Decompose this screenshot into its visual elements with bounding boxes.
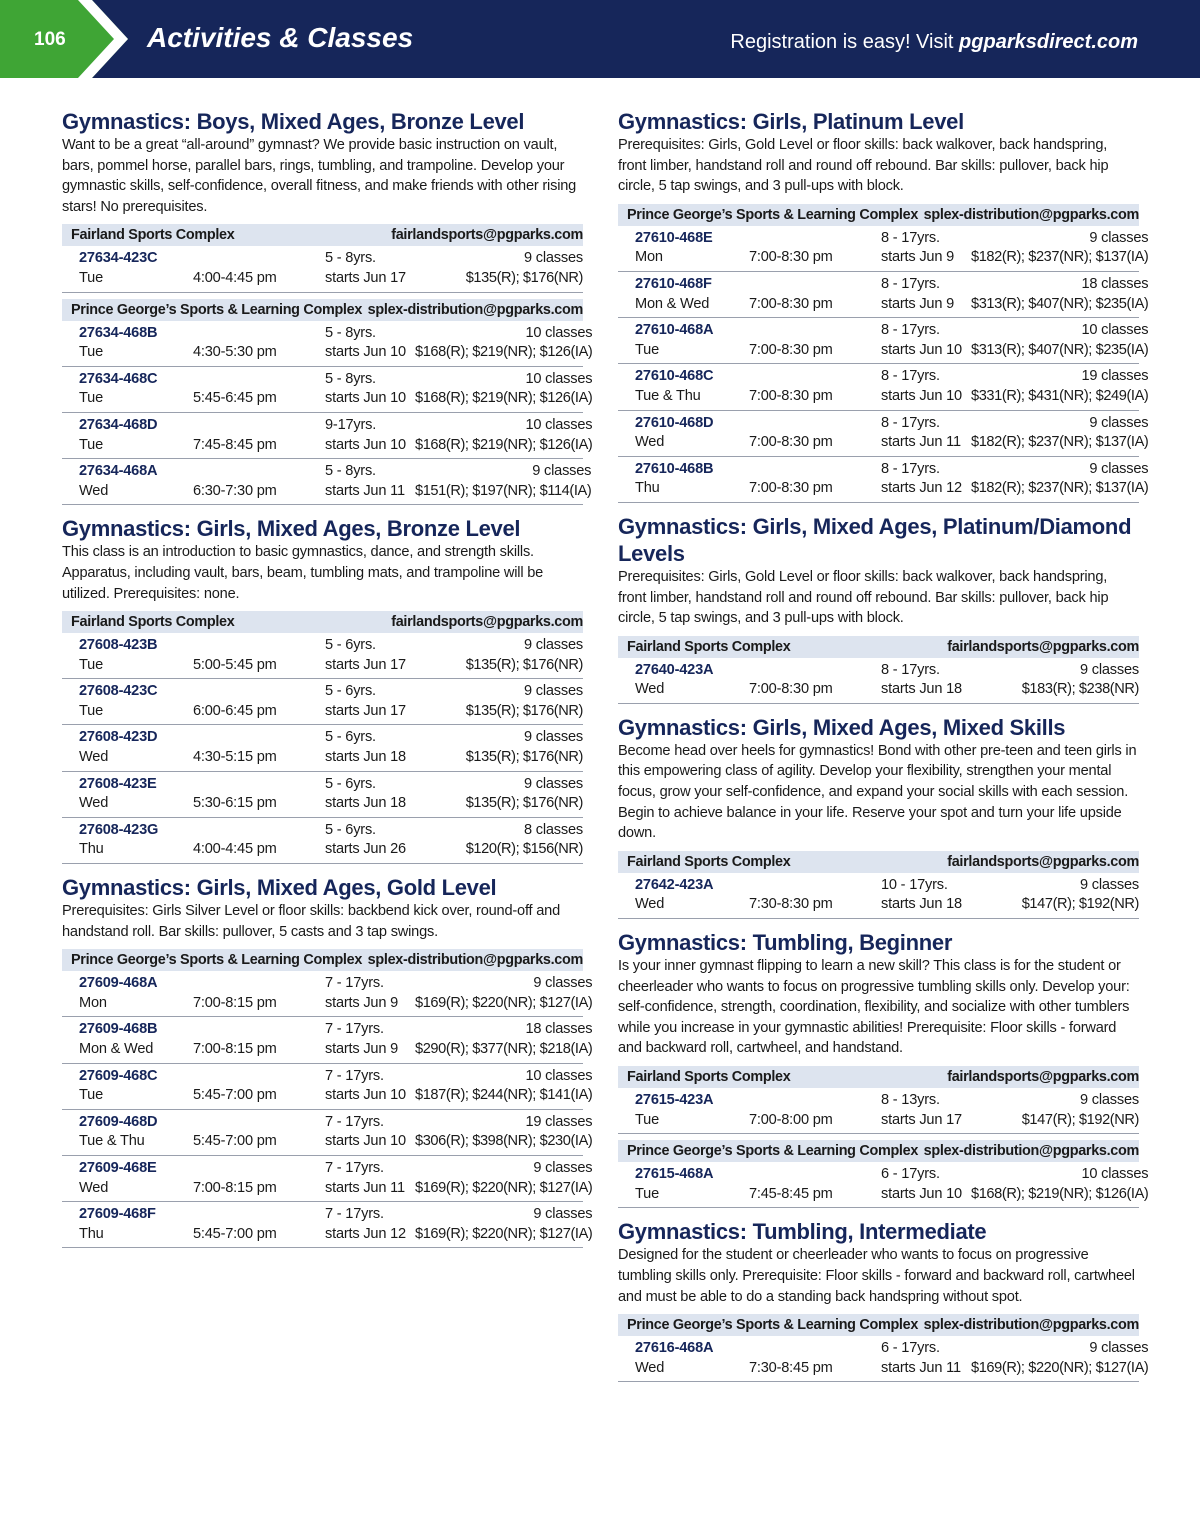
- course-code[interactable]: 27634-468B: [79, 324, 158, 341]
- course-time: 7:00-8:15 pm: [193, 1179, 277, 1196]
- location-name: Prince George’s Sports & Learning Complex: [71, 952, 363, 969]
- location-name: Fairland Sports Complex: [627, 1069, 791, 1085]
- section-description: Prerequisites: Girls, Gold Level or floor skills: back walkover, back handspring, front limber, handstand roll and round off rebound. Bar skills: pullover, back hip circle, 5 tap swings, and 3 pull-ups with block.: [618, 137, 1109, 195]
- class-section: [62, 108, 593, 505]
- course-start: starts Jun 18: [325, 749, 406, 766]
- course-price: $306(R); $398(NR); $230(IA): [415, 1133, 593, 1150]
- course-day: Mon & Wed: [635, 295, 710, 312]
- right-column: [618, 108, 1149, 1392]
- section-description: Want to be a great “all-around” gymnast? We provide basic instruction on vault, bars, pommel horse, parallel bars, rings, tumbling, and trampoline. Develop your gymnastic skills, self-confidence, overall fitness, and make friends with other rising stars! No prerequisites.: [62, 137, 577, 215]
- table-row: [62, 971, 593, 1017]
- course-time: 5:45-7:00 pm: [193, 1133, 277, 1150]
- course-price: $331(R); $431(NR); $249(IA): [971, 387, 1149, 404]
- location-name: Prince George’s Sports & Learning Complex: [627, 206, 919, 223]
- course-day: Wed: [635, 681, 665, 698]
- section-heading: Gymnastics: Tumbling, Beginner: [618, 930, 953, 956]
- course-time: 7:00-8:30 pm: [749, 341, 833, 358]
- course-start: starts Jun 9: [325, 1041, 399, 1057]
- table-row: [62, 459, 592, 505]
- course-code[interactable]: 27610-468A: [635, 322, 714, 339]
- course-time: 5:45-7:00 pm: [193, 1225, 277, 1242]
- registration-text: Registration is easy! Visit pgparksdirect.com: [730, 31, 1138, 53]
- table-row: [62, 818, 583, 864]
- location-block: [62, 299, 593, 506]
- course-day: Thu: [635, 480, 660, 497]
- course-start: starts Jun 12: [881, 480, 962, 497]
- course-code[interactable]: 27609-468A: [79, 975, 158, 992]
- course-day: Wed: [635, 434, 665, 451]
- course-price: $182(R); $237(NR); $137(IA): [971, 480, 1149, 497]
- course-time: 7:00-8:30 pm: [749, 295, 833, 312]
- course-time: 7:30-8:30 pm: [749, 896, 833, 913]
- course-code[interactable]: 27608-423G: [79, 821, 159, 838]
- location-email[interactable]: fairlandsports@pgparks.com: [947, 853, 1139, 870]
- course-time: 4:30-5:30 pm: [193, 344, 277, 361]
- section-description: Designed for the student or cheerleader who wants to focus on progressive tumbling skills only. Prerequisite: Floor skills - forward and backward roll, cartwheel and must be able to do a standing back handspring without spot.: [618, 1247, 1135, 1305]
- course-start: starts Jun 10: [325, 1087, 406, 1104]
- course-classes: 9 classes: [523, 637, 583, 654]
- course-day: Wed: [79, 795, 109, 812]
- course-classes: 9 classes: [532, 463, 592, 480]
- section-description: Become head over heels for gymnastics! Bond with other pre-teen and teen girls in this empowering class of agility. Develop your flexibility, strengthen your mental focus, grow your self-confidence, and expand your social skills with each session. Begin to achieve balance in your life. Reserve your spot and turn your life upside down.: [618, 742, 1137, 842]
- table-row: [618, 658, 1139, 704]
- course-time: 5:45-6:45 pm: [193, 390, 277, 407]
- table-row: [618, 457, 1149, 503]
- course-price: $169(R); $220(NR); $127(IA): [415, 1225, 593, 1242]
- course-day: Tue: [79, 656, 104, 673]
- course-code[interactable]: 27616-468A: [635, 1340, 714, 1357]
- course-time: 4:00-4:45 pm: [193, 841, 277, 858]
- course-classes: 10 classes: [525, 324, 593, 341]
- course-price: $168(R); $219(NR); $126(IA): [415, 436, 593, 453]
- table-row: [62, 633, 583, 679]
- table-row: [62, 413, 593, 459]
- course-price: $135(R); $176(NR): [465, 269, 583, 286]
- location-email[interactable]: splex-distribution@pgparks.com: [923, 1317, 1139, 1334]
- course-classes: 10 classes: [1081, 322, 1149, 339]
- course-code[interactable]: 27609-468E: [79, 1159, 157, 1176]
- table-row: [62, 1156, 593, 1202]
- table-row: [62, 321, 593, 367]
- section-heading: Gymnastics: Girls, Mixed Ages, Mixed Skills: [618, 714, 1066, 740]
- location-block: [618, 1314, 1149, 1382]
- location-email[interactable]: splex-distribution@pgparks.com: [923, 1143, 1139, 1160]
- course-start: starts Jun 11: [881, 1359, 961, 1376]
- course-price: $169(R); $220(NR); $127(IA): [971, 1359, 1149, 1376]
- location-block: [618, 1140, 1149, 1208]
- course-start: starts Jun 9: [325, 994, 399, 1011]
- course-code[interactable]: 27634-423C: [79, 250, 158, 267]
- section-heading: Gymnastics: Girls, Mixed Ages, Gold Level: [62, 875, 497, 901]
- course-price: $313(R); $407(NR); $235(IA): [971, 341, 1149, 358]
- course-classes: 9 classes: [523, 683, 583, 700]
- course-time: 5:30-6:15 pm: [193, 795, 277, 812]
- course-price: $168(R); $219(NR); $126(IA): [415, 390, 593, 407]
- course-start: starts Jun 10: [325, 1133, 406, 1150]
- course-classes: 18 classes: [1081, 275, 1149, 292]
- course-age: 8 - 17yrs.: [881, 322, 940, 339]
- course-classes: 9 classes: [533, 975, 593, 992]
- section-description: Is your inner gymnast flipping to learn a new skill? This class is for the student or cheerleader who wants to focus on progressive tumbling skills only. Develop your: self-confidence, strength, coordination, flexibility, and socialize with other tumblers while you increase in your gymnastic abilities! Prerequisite: Floor skills - forward and backward roll, cartwheel, and handstand.: [618, 958, 1130, 1057]
- course-price: $182(R); $237(NR); $137(IA): [971, 249, 1149, 266]
- course-price: $168(R); $219(NR); $126(IA): [415, 344, 593, 361]
- course-start: starts Jun 9: [881, 249, 955, 266]
- location-block: [62, 224, 583, 292]
- table-row: [618, 226, 1149, 272]
- course-start: starts Jun 11: [881, 434, 961, 451]
- course-time: 5:45-7:00 pm: [193, 1087, 277, 1104]
- course-code[interactable]: 27608-423C: [79, 683, 158, 700]
- course-day: Mon: [635, 249, 663, 266]
- course-classes: 9 classes: [1079, 661, 1139, 678]
- course-code[interactable]: 27609-468B: [79, 1021, 158, 1038]
- course-code[interactable]: 27609-468F: [79, 1206, 156, 1223]
- location-bar: [618, 1140, 1139, 1162]
- course-time: 6:00-6:45 pm: [193, 702, 277, 719]
- section-heading: Gymnastics: Tumbling, Intermediate: [618, 1219, 987, 1245]
- course-time: 7:00-8:30 pm: [749, 387, 833, 404]
- course-time: 4:30-5:15 pm: [193, 749, 277, 766]
- location-block: [62, 949, 593, 1248]
- course-day: Wed: [635, 1359, 665, 1376]
- course-classes: 18 classes: [525, 1021, 593, 1038]
- course-start: starts Jun 10: [325, 390, 406, 407]
- course-price: $290(R); $377(NR); $218(IA): [415, 1041, 593, 1057]
- course-age: 6 - 17yrs.: [881, 1340, 940, 1357]
- course-age: 5 - 6yrs.: [325, 683, 376, 700]
- course-day: Mon: [79, 994, 107, 1011]
- course-code[interactable]: 27610-468F: [635, 275, 712, 292]
- location-block: [62, 611, 583, 864]
- course-time: 7:00-8:15 pm: [193, 994, 277, 1011]
- course-start: starts Jun 18: [881, 896, 962, 913]
- course-price: $169(R); $220(NR); $127(IA): [415, 1179, 593, 1196]
- course-time: 7:45-8:45 pm: [749, 1185, 833, 1202]
- course-code[interactable]: 27634-468D: [79, 416, 158, 433]
- table-row: [62, 679, 583, 725]
- course-classes: 9 classes: [1089, 414, 1149, 431]
- course-price: $135(R); $176(NR): [465, 749, 583, 766]
- course-day: Tue: [79, 344, 104, 361]
- course-code[interactable]: 27610-468C: [635, 368, 714, 385]
- course-price: $313(R); $407(NR); $235(IA): [971, 295, 1149, 312]
- course-code[interactable]: 27610-468E: [635, 229, 713, 246]
- course-age: 9-17yrs.: [325, 416, 377, 433]
- table-row: [62, 1110, 593, 1156]
- table-row: [618, 1162, 1149, 1208]
- course-start: starts Jun 10: [325, 344, 406, 361]
- table-row: [62, 1202, 593, 1248]
- course-price: $147(R); $192(NR): [1021, 1111, 1139, 1128]
- course-start: starts Jun 11: [325, 482, 405, 499]
- location-bar: [618, 1066, 1139, 1088]
- course-age: 8 - 17yrs.: [881, 414, 940, 431]
- course-classes: 19 classes: [525, 1113, 593, 1130]
- course-age: 8 - 17yrs.: [881, 661, 940, 678]
- course-time: 7:00-8:15 pm: [193, 1041, 277, 1057]
- table-row: [618, 364, 1149, 410]
- table-row: [62, 1017, 593, 1063]
- course-classes: 10 classes: [525, 416, 593, 433]
- location-email[interactable]: fairlandsports@pgparks.com: [947, 1069, 1139, 1085]
- location-name: Prince George’s Sports & Learning Complex: [627, 1317, 919, 1334]
- course-classes: 9 classes: [523, 729, 583, 746]
- course-price: $135(R); $176(NR): [465, 702, 583, 719]
- course-time: 7:00-8:00 pm: [749, 1111, 833, 1128]
- course-age: 7 - 17yrs.: [325, 1159, 384, 1176]
- section-heading: Gymnastics: Girls, Mixed Ages, Platinum/Diamond Levels: [618, 513, 1132, 566]
- course-age: 5 - 6yrs.: [325, 637, 376, 654]
- location-block: [618, 851, 1139, 919]
- course-day: Wed: [635, 896, 665, 913]
- location-bar: [62, 224, 583, 246]
- location-block: [618, 1066, 1139, 1134]
- section-heading: Gymnastics: Girls, Mixed Ages, Bronze Level: [62, 516, 521, 542]
- course-price: $183(R); $238(NR): [1021, 681, 1139, 698]
- course-classes: 9 classes: [533, 1159, 593, 1176]
- course-code[interactable]: 27615-423A: [635, 1092, 714, 1108]
- course-day: Tue: [79, 702, 104, 719]
- course-age: 8 - 17yrs.: [881, 229, 940, 246]
- course-time: 5:00-5:45 pm: [193, 656, 277, 673]
- course-start: starts Jun 17: [881, 1111, 962, 1128]
- location-block: [618, 204, 1149, 503]
- course-classes: 9 classes: [523, 775, 583, 792]
- course-age: 8 - 17yrs.: [881, 368, 940, 385]
- table-row: [62, 772, 583, 818]
- course-time: 7:30-8:45 pm: [749, 1359, 833, 1376]
- course-age: 5 - 8yrs.: [325, 250, 376, 267]
- course-day: Tue: [635, 341, 660, 358]
- course-age: 8 - 13yrs.: [881, 1092, 940, 1108]
- page-number: 106: [34, 29, 66, 50]
- location-name: Fairland Sports Complex: [627, 853, 791, 870]
- course-time: 7:00-8:30 pm: [749, 249, 833, 266]
- course-classes: 9 classes: [523, 250, 583, 267]
- course-start: starts Jun 17: [325, 656, 406, 673]
- course-start: starts Jun 10: [881, 341, 962, 358]
- course-classes: 9 classes: [533, 1206, 593, 1223]
- course-start: starts Jun 18: [881, 681, 962, 698]
- table-row: [618, 318, 1149, 364]
- location-bar: [618, 851, 1139, 873]
- course-day: Wed: [79, 1179, 109, 1196]
- section-heading: Gymnastics: Girls, Platinum Level: [618, 109, 964, 134]
- location-bar: [618, 204, 1139, 226]
- course-price: $151(R); $197(NR); $114(IA): [415, 482, 592, 499]
- course-age: 5 - 8yrs.: [325, 370, 376, 387]
- course-age: 10 - 17yrs.: [881, 876, 948, 893]
- section-description: Prerequisites: Girls Silver Level or floor skills: backbend kick over, round-off and handstand roll. Bar skills: pullover, 5 casts and 3 tap swings.: [62, 903, 560, 940]
- course-age: 7 - 17yrs.: [325, 1021, 384, 1038]
- section-description: Prerequisites: Girls, Gold Level or floor skills: back walkover, back handspring, front limber, handstand roll and round off rebound. Bar skills: pullover, back hip circle, 5 tap swings, and 3 pull-ups with block.: [618, 568, 1109, 627]
- course-day: Tue: [79, 269, 104, 286]
- course-age: 7 - 17yrs.: [325, 1067, 384, 1084]
- course-price: $135(R); $176(NR): [465, 656, 583, 673]
- course-code[interactable]: 27608-423B: [79, 637, 158, 654]
- course-age: 5 - 6yrs.: [325, 729, 376, 746]
- location-name: Fairland Sports Complex: [71, 614, 235, 631]
- location-bar: [62, 611, 583, 633]
- course-age: 8 - 17yrs.: [881, 460, 940, 477]
- course-start: starts Jun 12: [325, 1225, 406, 1242]
- section-description: This class is an introduction to basic gymnastics, dance, and strength skills. Apparatus, including vault, bars, beam, tumbling mats, and trampoline will be utilized. Prerequisites: none.: [62, 544, 544, 602]
- course-day: Tue: [635, 1111, 660, 1128]
- course-age: 5 - 6yrs.: [325, 821, 376, 838]
- table-row: [618, 1088, 1139, 1134]
- course-price: $169(R); $220(NR); $127(IA): [415, 994, 593, 1011]
- location-bar: [62, 949, 583, 971]
- course-time: 7:45-8:45 pm: [193, 436, 277, 453]
- location-name: Fairland Sports Complex: [71, 227, 235, 244]
- course-age: 7 - 17yrs.: [325, 1113, 384, 1130]
- table-row: [62, 725, 583, 771]
- course-time: 7:00-8:30 pm: [749, 434, 833, 451]
- section-heading: Gymnastics: Boys, Mixed Ages, Bronze Level: [62, 109, 525, 134]
- course-age: 5 - 8yrs.: [325, 463, 376, 480]
- table-row: [618, 272, 1149, 318]
- registration-link[interactable]: pgparksdirect.com: [959, 31, 1138, 53]
- course-day: Tue: [79, 1087, 104, 1104]
- course-classes: 19 classes: [1081, 368, 1149, 385]
- location-bar: [618, 636, 1139, 658]
- course-start: starts Jun 10: [881, 1185, 962, 1202]
- course-price: $147(R); $192(NR): [1021, 896, 1139, 913]
- course-price: $187(R); $244(NR); $141(IA): [415, 1087, 593, 1104]
- location-email[interactable]: splex-distribution@pgparks.com: [367, 301, 583, 318]
- course-start: starts Jun 9: [881, 295, 955, 312]
- location-block: [618, 636, 1139, 704]
- location-email[interactable]: splex-distribution@pgparks.com: [367, 952, 583, 969]
- course-day: Tue: [79, 390, 104, 407]
- location-bar: [62, 299, 583, 321]
- location-name: Prince George’s Sports & Learning Complex: [71, 301, 363, 318]
- course-classes: 9 classes: [1089, 460, 1149, 477]
- table-row: [62, 1064, 593, 1110]
- course-time: 7:00-8:30 pm: [749, 681, 833, 698]
- left-column: [62, 108, 593, 1258]
- class-section: [62, 874, 593, 1248]
- course-day: Tue & Thu: [635, 387, 701, 404]
- class-section: [618, 1218, 1149, 1382]
- course-code[interactable]: 27609-468C: [79, 1067, 158, 1084]
- class-section: [62, 515, 583, 864]
- course-start: starts Jun 11: [325, 1179, 405, 1196]
- section-title: Activities & Classes: [147, 22, 414, 53]
- course-classes: 10 classes: [525, 1067, 593, 1084]
- course-code[interactable]: 27610-468D: [635, 414, 714, 431]
- course-code[interactable]: 27610-468B: [635, 460, 714, 477]
- class-section: [618, 929, 1149, 1208]
- page-header: [0, 0, 1200, 78]
- course-day: Tue: [635, 1185, 660, 1202]
- course-code[interactable]: 27608-423D: [79, 729, 158, 746]
- course-time: 4:00-4:45 pm: [193, 269, 277, 286]
- course-start: starts Jun 10: [325, 436, 406, 453]
- course-code[interactable]: 27634-468A: [79, 463, 158, 480]
- course-day: Wed: [79, 482, 109, 499]
- location-name: Fairland Sports Complex: [627, 638, 791, 655]
- location-bar: [618, 1314, 1139, 1336]
- table-row: [618, 411, 1149, 457]
- course-price: $135(R); $176(NR): [465, 795, 583, 812]
- course-day: Mon & Wed: [79, 1041, 154, 1057]
- course-day: Tue: [79, 436, 104, 453]
- course-code[interactable]: 27640-423A: [635, 661, 714, 678]
- course-classes: 8 classes: [523, 821, 583, 838]
- course-classes: 9 classes: [1089, 1340, 1149, 1357]
- course-time: 7:00-8:30 pm: [749, 480, 833, 497]
- course-start: starts Jun 17: [325, 702, 406, 719]
- course-code[interactable]: 27609-468D: [79, 1113, 158, 1130]
- course-time: 6:30-7:30 pm: [193, 482, 277, 499]
- location-email[interactable]: fairlandsports@pgparks.com: [947, 638, 1139, 655]
- course-age: 6 - 17yrs.: [881, 1166, 940, 1183]
- course-age: 7 - 17yrs.: [325, 975, 384, 992]
- class-section: [618, 108, 1149, 503]
- course-price: $168(R); $219(NR); $126(IA): [971, 1185, 1149, 1202]
- course-classes: 9 classes: [1089, 229, 1149, 246]
- course-classes: 10 classes: [525, 370, 593, 387]
- course-day: Wed: [79, 749, 109, 766]
- table-row: [618, 1336, 1149, 1382]
- table-row: [62, 246, 583, 292]
- course-start: starts Jun 10: [881, 387, 962, 404]
- course-start: starts Jun 26: [325, 841, 406, 858]
- course-classes: 10 classes: [1081, 1166, 1149, 1183]
- location-email[interactable]: splex-distribution@pgparks.com: [923, 206, 1139, 223]
- course-code[interactable]: 27615-468A: [635, 1166, 714, 1183]
- class-section: [618, 513, 1139, 704]
- course-start: starts Jun 18: [325, 795, 406, 812]
- course-age: 5 - 6yrs.: [325, 775, 376, 792]
- course-day: Thu: [79, 841, 104, 858]
- location-email[interactable]: fairlandsports@pgparks.com: [391, 227, 583, 244]
- course-day: Tue & Thu: [79, 1133, 145, 1150]
- class-section: [618, 714, 1139, 919]
- course-age: 7 - 17yrs.: [325, 1206, 384, 1223]
- course-age: 8 - 17yrs.: [881, 275, 940, 292]
- course-code[interactable]: 27634-468C: [79, 370, 158, 387]
- table-row: [618, 873, 1139, 919]
- location-name: Prince George’s Sports & Learning Complex: [627, 1143, 919, 1160]
- course-classes: 9 classes: [1079, 876, 1139, 893]
- course-code[interactable]: 27642-423A: [635, 876, 714, 893]
- location-email[interactable]: fairlandsports@pgparks.com: [391, 614, 583, 631]
- course-price: $182(R); $237(NR); $137(IA): [971, 434, 1149, 451]
- course-start: starts Jun 17: [325, 269, 406, 286]
- course-price: $120(R); $156(NR): [465, 841, 583, 858]
- course-classes: 9 classes: [1079, 1092, 1139, 1108]
- table-row: [62, 367, 593, 413]
- course-day: Thu: [79, 1225, 104, 1242]
- course-age: 5 - 8yrs.: [325, 324, 376, 341]
- course-code[interactable]: 27608-423E: [79, 775, 157, 792]
